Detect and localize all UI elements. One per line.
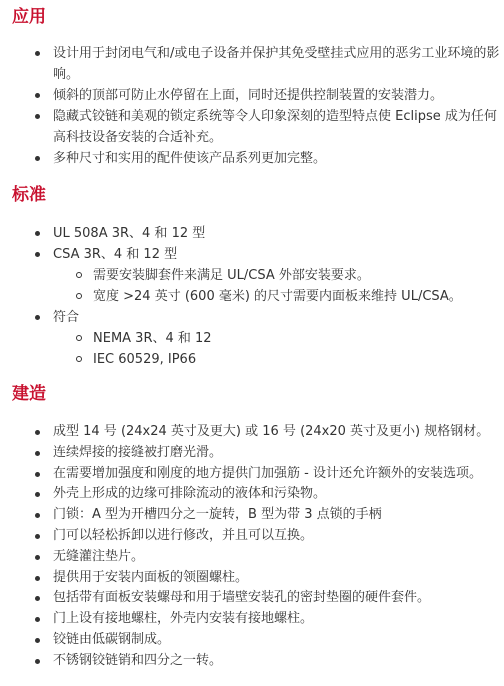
list-item: 门锁：A 型为开槽四分之一旋转，B 型为带 3 点锁的手柄 xyxy=(12,505,500,526)
list-item xyxy=(12,307,500,370)
standards-list xyxy=(12,223,500,370)
list-item: 倾斜的顶部可防止水停留在上面，同时还提供控制装置的安装潜力。 xyxy=(12,85,500,106)
application-list xyxy=(12,43,500,169)
sub-list-item: 宽度 >24 英寸 (600 毫米) 的尺寸需要内面板来维持 UL/CSA。 xyxy=(53,286,500,307)
sub-list-item: NEMA 3R、4 和 12 xyxy=(53,328,500,349)
section-heading-application: 应用 xyxy=(12,7,46,27)
sub-list xyxy=(53,265,500,307)
list-item: 设计用于封闭电气和/或电子设备并保护其免受壁挂式应用的恶劣工业环境的影响。 xyxy=(12,43,500,85)
list-item: 铰链由低碳钢制成。 xyxy=(12,630,500,651)
list-item: 门可以轻松拆卸以进行修改，并且可以互换。 xyxy=(12,526,500,547)
list-item: 外壳上形成的边缘可排除流动的液体和污染物。 xyxy=(12,484,500,505)
list-item xyxy=(12,223,500,244)
sub-list-item: 需要安装脚套件来满足 UL/CSA 外部安装要求。 xyxy=(53,265,500,286)
sub-list-item: IEC 60529, IP66 xyxy=(53,349,500,370)
list-item: 连续焊接的接缝被打磨光滑。 xyxy=(12,443,500,464)
list-item: 不锈钢铰链销和四分之一转。 xyxy=(12,651,500,672)
construction-list xyxy=(12,422,500,672)
list-item-text: CSA 3R、4 和 12 型 xyxy=(53,247,178,262)
list-item-text: UL 508A 3R、4 和 12 型 xyxy=(53,226,206,241)
list-item xyxy=(12,244,500,307)
list-item: 隐藏式铰链和美观的锁定系统等令人印象深刻的造型特点使 Eclipse 成为任何高科技设备安装的合适补充。 xyxy=(12,106,500,148)
section-heading-standards: 标准 xyxy=(12,185,46,205)
list-item: 包括带有面板安装螺母和用于墙壁安装孔的密封垫圈的硬件套件。 xyxy=(12,588,500,609)
list-item: 门上设有接地螺柱，外壳内安装有接地螺柱。 xyxy=(12,609,500,630)
list-item: 在需要增加强度和刚度的地方提供门加强筋 - 设计还允许额外的安装选项。 xyxy=(12,464,500,485)
list-item: 多种尺寸和实用的配件使该产品系列更加完整。 xyxy=(12,148,500,169)
list-item-text: 符合 xyxy=(53,310,80,325)
sub-list xyxy=(53,328,500,370)
section-heading-construction: 建造 xyxy=(12,384,46,404)
list-item: 成型 14 号 (24x24 英寸及更大) 或 16 号 (24x20 英寸及更小) 规格钢材。 xyxy=(12,422,500,443)
list-item: 提供用于安装内面板的领圈螺柱。 xyxy=(12,568,500,589)
list-item: 无缝灌注垫片。 xyxy=(12,547,500,568)
